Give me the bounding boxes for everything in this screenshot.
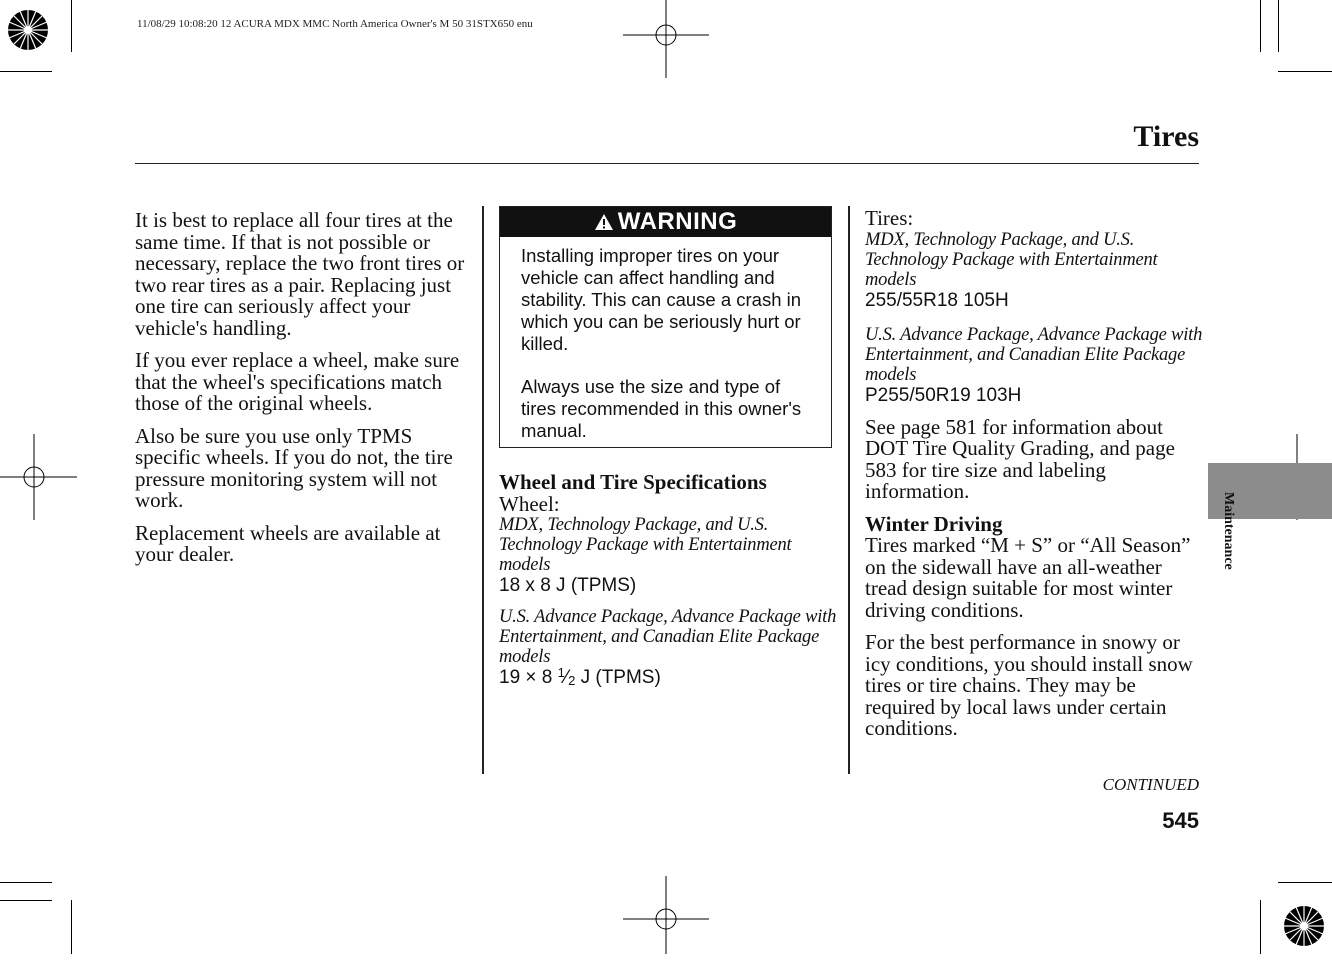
warning-paragraph: Installing improper tires on your vehicle can affect handling and stability. This can cause a crash in which you can be seriously hurt or killed.	[521, 245, 802, 354]
print-metadata: 11/08/29 10:08:20 12 ACURA MDX MMC North America Owner's M 50 31STX650 enu	[137, 18, 533, 30]
paragraph: Also be sure you use only TPMS specific wheels. If you do not, the tire pressure monitoring system will not work.	[135, 423, 453, 512]
page-title: Tires	[1133, 120, 1199, 153]
title-rule	[135, 163, 1199, 164]
continued-label: CONTINUED	[1102, 775, 1199, 794]
registration-rosette-icon	[6, 8, 50, 52]
registration-rosette-icon	[1282, 904, 1326, 948]
registration-crosshair-icon	[623, 876, 709, 962]
column-left	[135, 210, 470, 577]
model-list: MDX, Technology Package, and U.S. Technology Package with Entertainment models	[499, 515, 792, 575]
warning-heading: WARNING	[617, 208, 738, 235]
section-heading: Winter Driving	[865, 511, 1003, 536]
column-divider	[848, 206, 850, 774]
warning-header	[500, 207, 831, 237]
warning-paragraph: Always use the size and type of tires recommended in this owner's manual.	[521, 376, 802, 441]
tire-spec: 255/55R18 105H	[865, 289, 1009, 311]
wheel-spec: 19 × 8 $^1$⁄2 J (TPMS)	[499, 665, 661, 688]
model-list: U.S. Advance Package, Advance Package with Entertainment, and Canadian Elite Package models	[865, 324, 1203, 385]
model-list: MDX, Technology Package, and U.S. Technology Package with Entertainment models	[865, 229, 1158, 290]
paragraph: It is best to replace all four tires at the same time. If that is not possible or necessary, replace the two front tires or two rear tires as a pair. Replacing just one tire can seriously affect your vehicle's handling.	[135, 208, 465, 340]
warning-triangle-icon	[594, 213, 614, 231]
paragraph: Replacement wheels are available at your dealer.	[135, 520, 441, 566]
paragraph: Tires marked “M + S” or “All Season” on the sidewall have an all-weather tread design suitable for most winter driving conditions.	[865, 533, 1191, 622]
tires-label: Tires:	[865, 206, 914, 230]
warning-body	[500, 237, 831, 442]
column-divider	[482, 206, 484, 774]
paragraph: See page 581 for information about DOT Tire Quality Grading, and page 583 for tire size and labeling information.	[865, 414, 1175, 503]
section-heading: Wheel and Tire Specifications	[499, 470, 767, 494]
paragraph: For the best performance in snowy or icy conditions, you should install snow tires or tire chains. They may be required by local laws under certain conditions.	[865, 630, 1193, 740]
registration-crosshair-icon	[623, 0, 709, 78]
wheel-spec: 18 x 8 J (TPMS)	[499, 575, 637, 596]
model-list: U.S. Advance Package, Advance Package with Entertainment, and Canadian Elite Package models	[499, 607, 837, 667]
column-right	[865, 208, 1205, 751]
wheel-label: Wheel:	[499, 491, 560, 516]
registration-crosshair-icon	[0, 434, 77, 520]
page-number: 545	[1162, 808, 1199, 833]
tire-spec: P255/50R19 103H	[865, 384, 1022, 406]
paragraph: If you ever replace a wheel, make sure that the wheel's specifications match those of the original wheels.	[135, 348, 460, 415]
side-tab-label: Maintenance	[1221, 492, 1236, 570]
warning-box	[499, 206, 832, 448]
column-middle	[499, 472, 839, 700]
